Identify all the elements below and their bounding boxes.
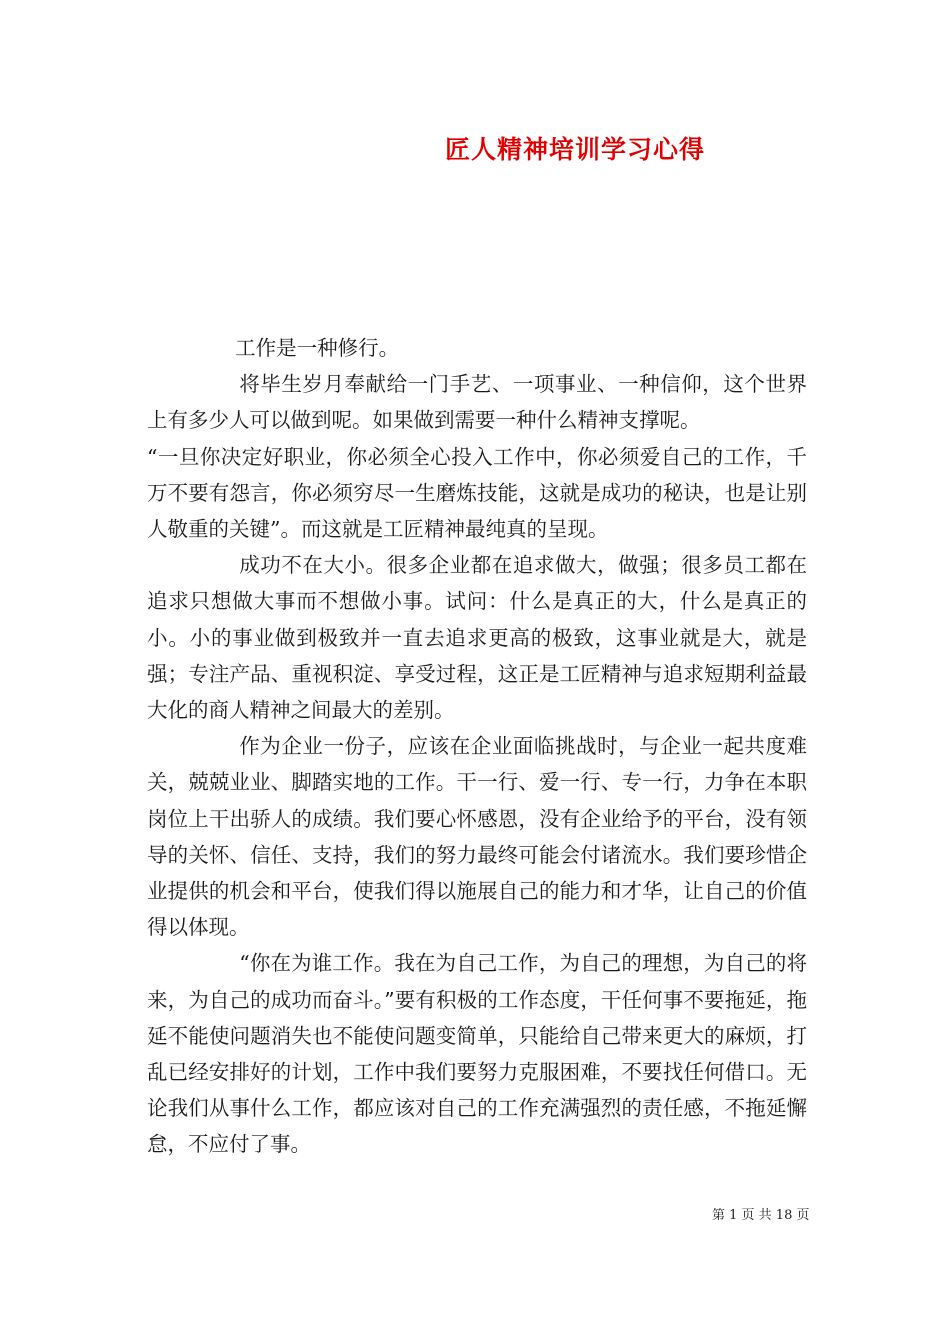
paragraph-4: 成功不在大小。很多企业都在追求做大，做强；很多员工都在追求只想做大事而不想做小事。试问：什么是真正的大，什么是真正的小。小的事业做到极致并一直去追求更高的极致，这事业就是大，就是强；专注产品、重视积淀、享受过程，这正是工匠精神与追求短期利益最大化的商人精神之间最大的差别。	[147, 553, 807, 723]
document-title: 匠人精神培训学习心得	[445, 135, 706, 164]
paragraph-5: 作为企业一份子，应该在企业面临挑战时，与企业一起共度难关，兢兢业业、脚踏实地的工作。干一行、爱一行、专一行，力争在本职岗位上干出骄人的成绩。我们要心怀感恩，没有企业给予的平台，没有领导的关怀、信任、支持，我们的努力最终可能会付诸流水。我们要珍惜企业提供的机会和平台，使我们得以施展自己的能力和才华，让自己的价值得以体现。	[147, 734, 807, 940]
paragraph-3: “一旦你决定好职业，你必须全心投入工作中，你必须爱自己的工作，千万不要有怨言，你必须穷尽一生磨炼技能，这就是成功的秘诀，也是让别人敬重的关键”。而这就是工匠精神最纯真的呈现。	[147, 444, 807, 542]
document-body	[147, 330, 807, 1163]
paragraph-2: 将毕生岁月奉献给一门手艺、一项事业、一种信仰，这个世界上有多少人可以做到呢。如果做到需要一种什么精神支撑呢。	[147, 372, 807, 433]
paragraph-6: “你在为谁工作。我在为自己工作，为自己的理想，为自己的将来，为自己的成功而奋斗。”要有积极的工作态度，干任何事不要拖延，拖延不能使问题消失也不能使问题变简单，只能给自己带来更大的麻烦，打乱已经安排好的计划，工作中我们要努力克服困难，不要找任何借口。无论我们从事什么工作，都应该对自己的工作充满强烈的责任感，不拖延懈怠，不应付了事。	[147, 951, 807, 1157]
paragraph-1: 工作是一种修行。	[235, 336, 400, 360]
page-number-footer: 第 1 页 共 18 页	[712, 1208, 810, 1223]
